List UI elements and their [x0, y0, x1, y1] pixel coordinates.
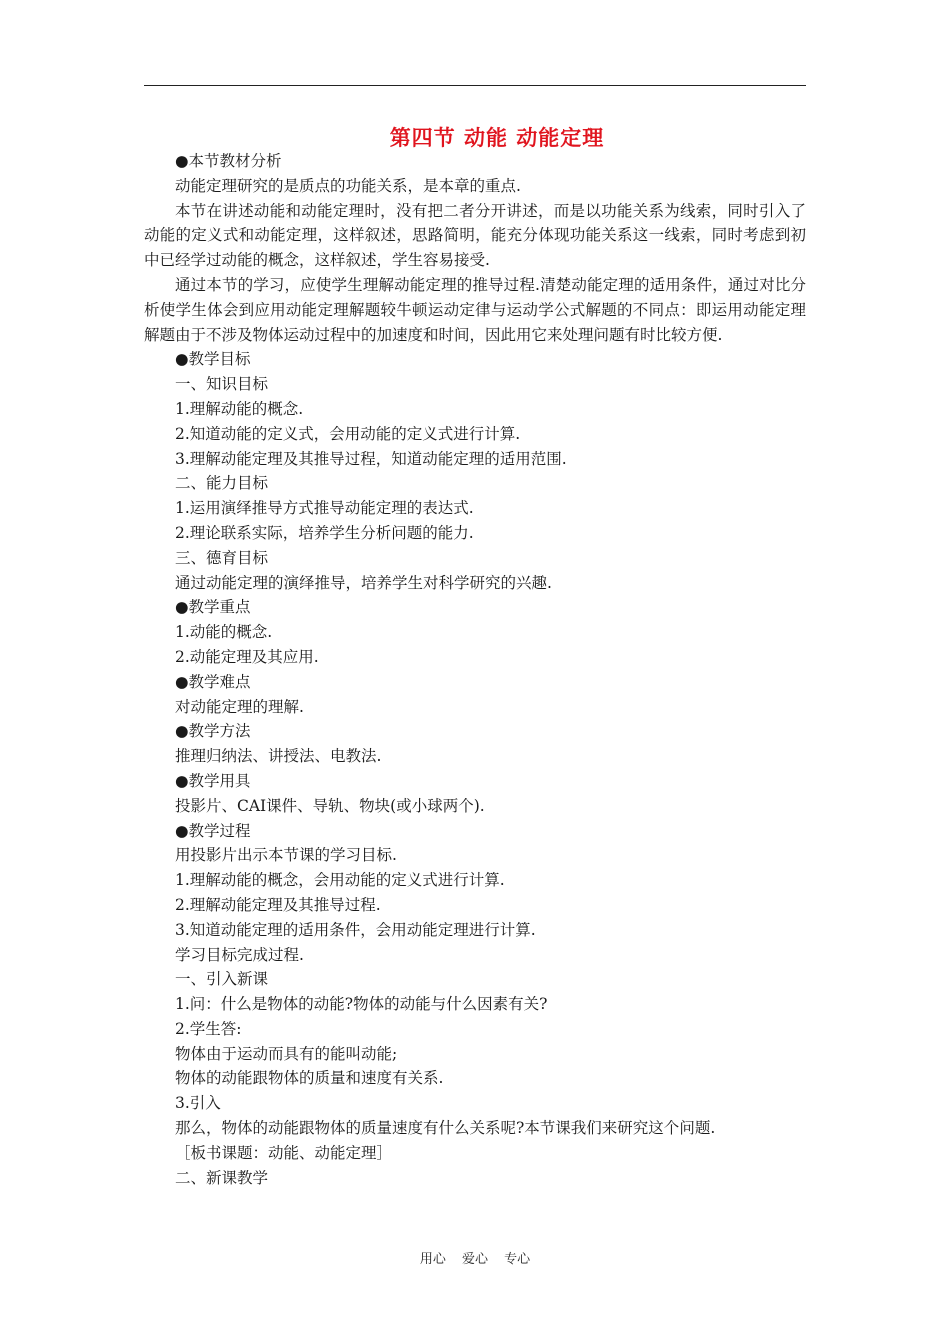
list-item: 1.运用演绎推导方式推导动能定理的表达式.	[175, 499, 474, 518]
section-heading-difficulty: ●教学难点	[175, 672, 251, 691]
list-item: 2.知道动能的定义式，会用动能的定义式进行计算.	[175, 424, 521, 443]
subheading-knowledge: 一、知识目标	[175, 375, 269, 394]
list-item: 3.引入	[175, 1094, 221, 1113]
list-item: 物体的动能跟物体的质量和速度有关系.	[175, 1069, 444, 1088]
list-item: ［板书课题：动能、动能定理］	[175, 1143, 393, 1162]
section-heading-process: ●教学过程	[175, 821, 251, 840]
list-item: 2.理解动能定理及其推导过程.	[175, 895, 381, 914]
list-item: 3.知道动能定理的适用条件，会用动能定理进行计算.	[175, 920, 536, 939]
list-item: 2.理论联系实际，培养学生分析问题的能力.	[175, 523, 474, 542]
list-item: 那么，物体的动能跟物体的质量速度有什么关系呢?本节课我们来研究这个问题.	[175, 1119, 716, 1138]
list-item: 1.问：什么是物体的动能?物体的动能与什么因素有关?	[175, 995, 548, 1014]
list-item: 学习目标完成过程.	[175, 945, 304, 964]
paragraph: 本节在讲述动能和动能定理时，没有把二者分开讲述，而是以功能关系为线索，同时引入了动能的定义式和动能定理，这样叙述，思路简明，能充分体现功能关系这一线索，同时考虑到初中已经学过动能的概念，这样叙述，学生容易接受.	[144, 201, 806, 270]
list-item: 投影片、CAI课件、导轨、物块(或小球两个).	[175, 796, 485, 815]
section-heading-analysis: ●本节教材分析	[175, 152, 282, 170]
list-item: 物体由于运动而具有的能叫动能;	[175, 1044, 398, 1063]
paragraph: 通过本节的学习，应使学生理解动能定理的推导过程.清楚动能定理的适用条件，通过对比分析使学生体会到应用动能定理解题较牛顿运动定律与运动学公式解题的不同点：即运用动能定理解题由于不涉及物体运动过程中的加速度和时间，因此用它来处理问题有时比较方便.	[144, 275, 806, 344]
header-rule	[144, 85, 806, 86]
list-item: 3.理解动能定理及其推导过程，知道动能定理的适用范围.	[175, 449, 567, 468]
paragraph: 动能定理研究的是质点的功能关系，是本章的重点.	[175, 176, 521, 195]
list-item: 2.动能定理及其应用.	[175, 647, 319, 666]
subheading-new: 二、新课教学	[175, 1168, 269, 1187]
list-item: 推理归纳法、讲授法、电教法.	[175, 747, 382, 766]
section-heading-goals: ●教学目标	[175, 350, 251, 369]
section-heading-tools: ●教学用具	[175, 771, 251, 790]
list-item: 对动能定理的理解.	[175, 697, 304, 716]
section-heading-method: ●教学方法	[175, 722, 251, 741]
page-footer: 用心 爱心 专心	[419, 1252, 531, 1267]
list-item: 通过动能定理的演绎推导，培养学生对科学研究的兴趣.	[175, 573, 552, 592]
document-body	[144, 149, 806, 1190]
list-item: 1.理解动能的概念，会用动能的定义式进行计算.	[175, 871, 505, 890]
section-heading-key: ●教学重点	[175, 598, 251, 617]
list-item: 2.学生答:	[175, 1019, 242, 1038]
list-item: 用投影片出示本节课的学习目标.	[175, 846, 397, 865]
subheading-ability: 二、能力目标	[175, 474, 269, 493]
subheading-intro: 一、引入新课	[175, 970, 269, 989]
list-item: 1.动能的概念.	[175, 623, 273, 642]
list-item: 1.理解动能的概念.	[175, 399, 304, 418]
subheading-moral: 三、德育目标	[175, 548, 269, 567]
page-title: 第四节 动能 动能定理	[389, 126, 605, 150]
